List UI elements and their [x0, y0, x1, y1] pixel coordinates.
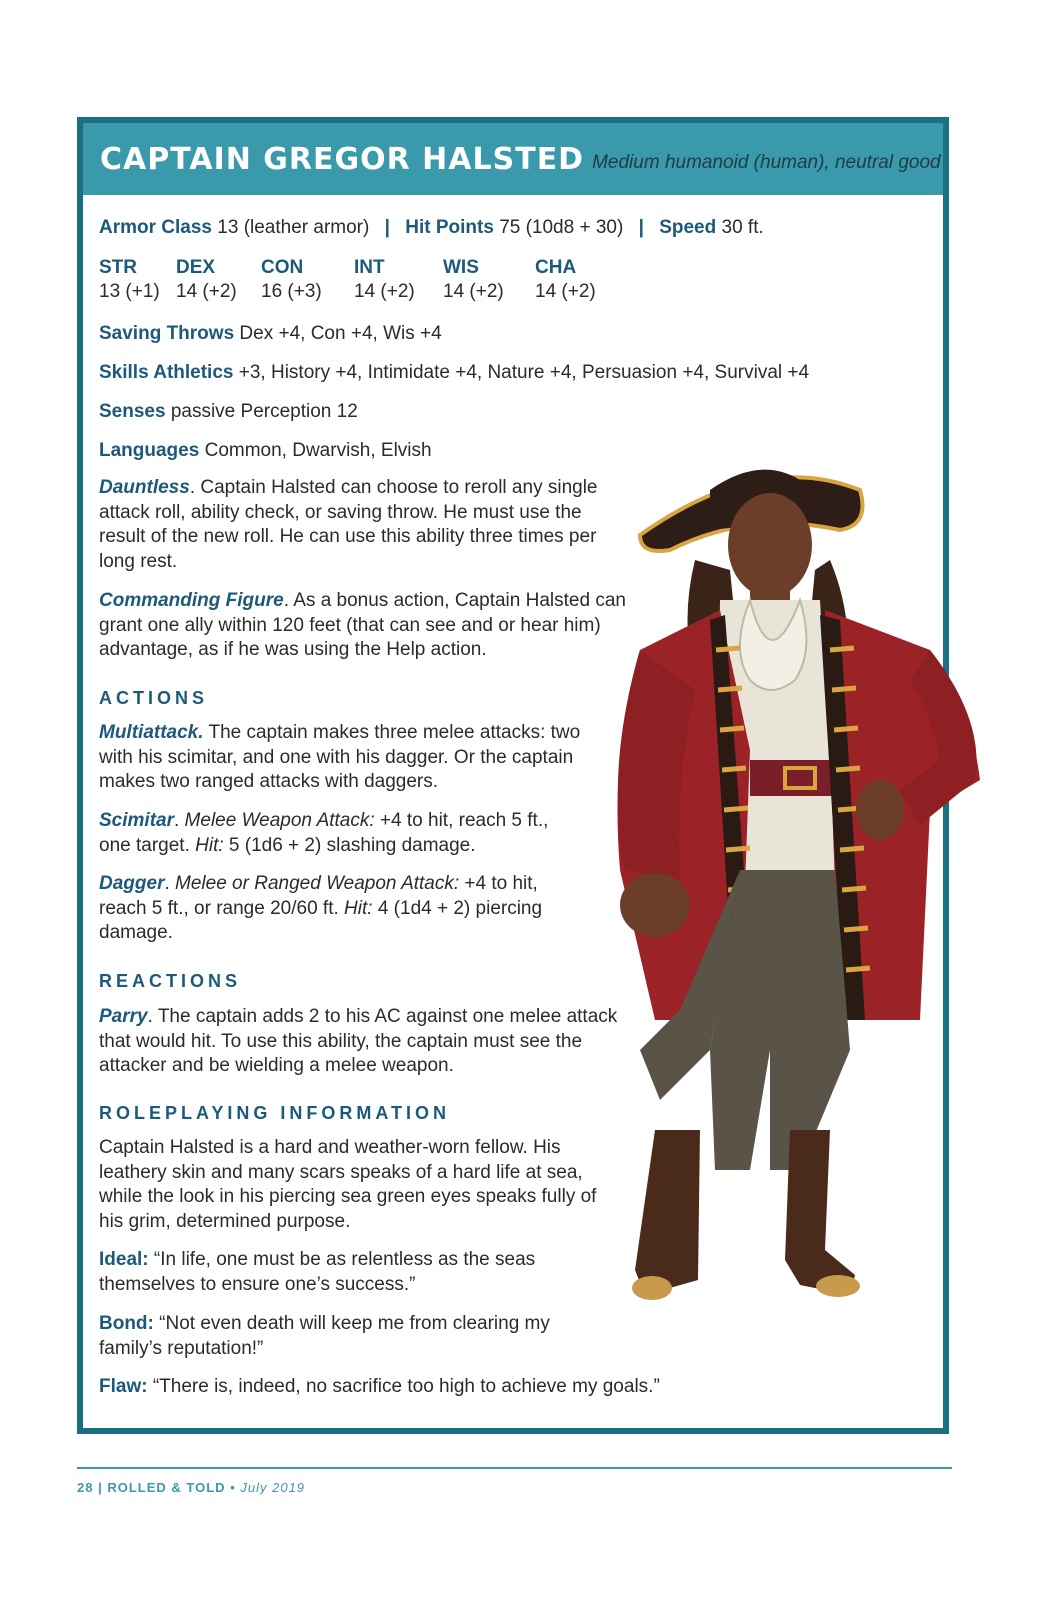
stat-block-header	[83, 123, 943, 195]
ideal-label: Ideal:	[99, 1249, 149, 1270]
ability-int	[354, 256, 415, 304]
skills	[99, 360, 809, 385]
reaction-name: Parry	[99, 1006, 148, 1027]
separator: |	[638, 217, 644, 238]
ability-cha	[535, 256, 596, 304]
action-multiattack	[99, 721, 589, 795]
page-footer	[77, 1480, 305, 1495]
action-text: The captain makes three melee attacks: two with his scimitar, and one with his dagger. Or the captain makes two ranged attacks with daggers.	[99, 722, 581, 792]
armor-class-value: 13 (leather armor)	[217, 217, 370, 238]
attack-type: Melee or Ranged Weapon Attack:	[175, 873, 460, 894]
ability-str	[99, 256, 160, 304]
actions-heading: ACTIONS	[99, 688, 208, 708]
action-name: Scimitar	[99, 810, 174, 831]
senses	[99, 399, 358, 424]
ability-wis	[443, 256, 504, 304]
reaction-text: . The captain adds 2 to his AC against one melee attack that would hit. To use this ability, the captain must see the attacker and be wielding a melee weapon.	[99, 1006, 618, 1076]
action-text: +4 to hit, reach 5 ft., or range 20/60 ft.	[99, 873, 538, 919]
action-name: Multiattack.	[99, 722, 204, 743]
roleplaying-heading: ROLEPLAYING INFORMATION	[99, 1103, 451, 1123]
ability-con	[261, 256, 322, 304]
ability-value: 16 (+3)	[261, 281, 322, 302]
ability-name: INT	[354, 257, 385, 278]
reactions-heading: REACTIONS	[99, 971, 242, 991]
hit-points-value: 75 (10d8 + 30)	[499, 217, 624, 238]
armor-class-label: Armor Class	[99, 217, 212, 238]
languages-value: Common, Dwarvish, Elvish	[204, 440, 432, 461]
punct: .	[164, 873, 176, 894]
senses-value: passive Perception 12	[170, 401, 358, 422]
punct: .	[173, 810, 185, 831]
speed-value: 30 ft.	[721, 217, 764, 238]
separator: |	[384, 217, 390, 238]
senses-label: Senses	[99, 401, 166, 422]
action-name: Dagger	[99, 873, 165, 894]
trait-text: . As a bonus action, Captain Halsted can grant one ally within 120 feet (that can see and or hear him) advantage, as if he was using the Help action.	[99, 590, 626, 660]
ability-value: 14 (+2)	[535, 281, 596, 302]
hit-label: Hit:	[195, 834, 224, 856]
ability-dex	[176, 256, 237, 304]
ability-value: 14 (+2)	[354, 281, 415, 302]
ability-value: 13 (+1)	[99, 281, 160, 302]
action-text: +4 to hit, reach 5 ft., one target.	[99, 810, 549, 856]
bond	[99, 1312, 599, 1361]
bond-label: Bond:	[99, 1313, 154, 1334]
creature-name: CAPTAIN GREGOR HALSTED	[100, 141, 585, 177]
ability-name: WIS	[443, 257, 479, 278]
hit-points-label: Hit Points	[405, 217, 494, 238]
footer-dot: •	[230, 1480, 236, 1495]
action-text: 5 (1d6 + 2) slashing damage.	[223, 834, 476, 856]
saving-throws-label: Saving Throws	[99, 323, 235, 344]
ideal	[99, 1248, 579, 1297]
footer-rule	[77, 1467, 952, 1469]
reaction-parry	[99, 1005, 619, 1079]
ability-name: DEX	[176, 257, 216, 278]
speed-label: Speed	[659, 217, 717, 238]
ability-value: 14 (+2)	[176, 281, 237, 302]
trait-commanding-figure	[99, 589, 649, 663]
flaw-label: Flaw:	[99, 1376, 148, 1397]
trait-name: Commanding Figure	[99, 590, 284, 611]
footer-separator: |	[98, 1480, 103, 1495]
flaw-text: “There is, indeed, no sacrifice too high to achieve my goals.”	[147, 1376, 660, 1397]
ability-name: CON	[261, 257, 304, 278]
trait-text: . Captain Halsted can choose to reroll any single attack roll, ability check, or saving throw. He must use the result of the new roll. He can use this ability three times per long rest.	[99, 477, 598, 572]
core-stats-line	[99, 215, 764, 240]
issue-date: July 2019	[240, 1480, 306, 1495]
creature-type: Medium humanoid (human), neutral good	[592, 152, 941, 173]
magazine-title: ROLLED & TOLD	[107, 1480, 226, 1495]
skills-value: +3, History +4, Intimidate +4, Nature +4, Persuasion +4, Survival +4	[238, 362, 810, 383]
action-dagger	[99, 872, 579, 946]
trait-name: Dauntless	[99, 477, 190, 498]
roleplaying-description: Captain Halsted is a hard and weather-worn fellow. His leathery skin and many scars speaks of a hard life at sea, while the look in his piercing sea green eyes speaks fully of his grim, determined purpose.	[99, 1137, 597, 1232]
languages-label: Languages	[99, 440, 200, 461]
ability-name: STR	[99, 257, 137, 278]
trait-dauntless	[99, 476, 629, 574]
ideal-text: “In life, one must be as relentless as the seas themselves to ensure one’s success.”	[99, 1249, 536, 1295]
hit-label: Hit:	[344, 897, 373, 919]
saving-throws-value: Dex +4, Con +4, Wis +4	[239, 323, 442, 344]
languages	[99, 438, 432, 463]
pirate-captain-illustration	[600, 450, 990, 1310]
flaw	[99, 1375, 739, 1400]
action-scimitar	[99, 809, 579, 858]
action-text: 4 (1d4 + 2) piercing damage.	[99, 897, 543, 943]
skills-label: Skills Athletics	[99, 362, 234, 383]
page-number: 28	[77, 1480, 94, 1495]
ability-name: CHA	[535, 257, 577, 278]
saving-throws	[99, 321, 442, 346]
ability-value: 14 (+2)	[443, 281, 504, 302]
bond-text: “Not even death will keep me from clearing my family’s reputation!”	[99, 1313, 550, 1359]
attack-type: Melee Weapon Attack:	[184, 810, 375, 831]
